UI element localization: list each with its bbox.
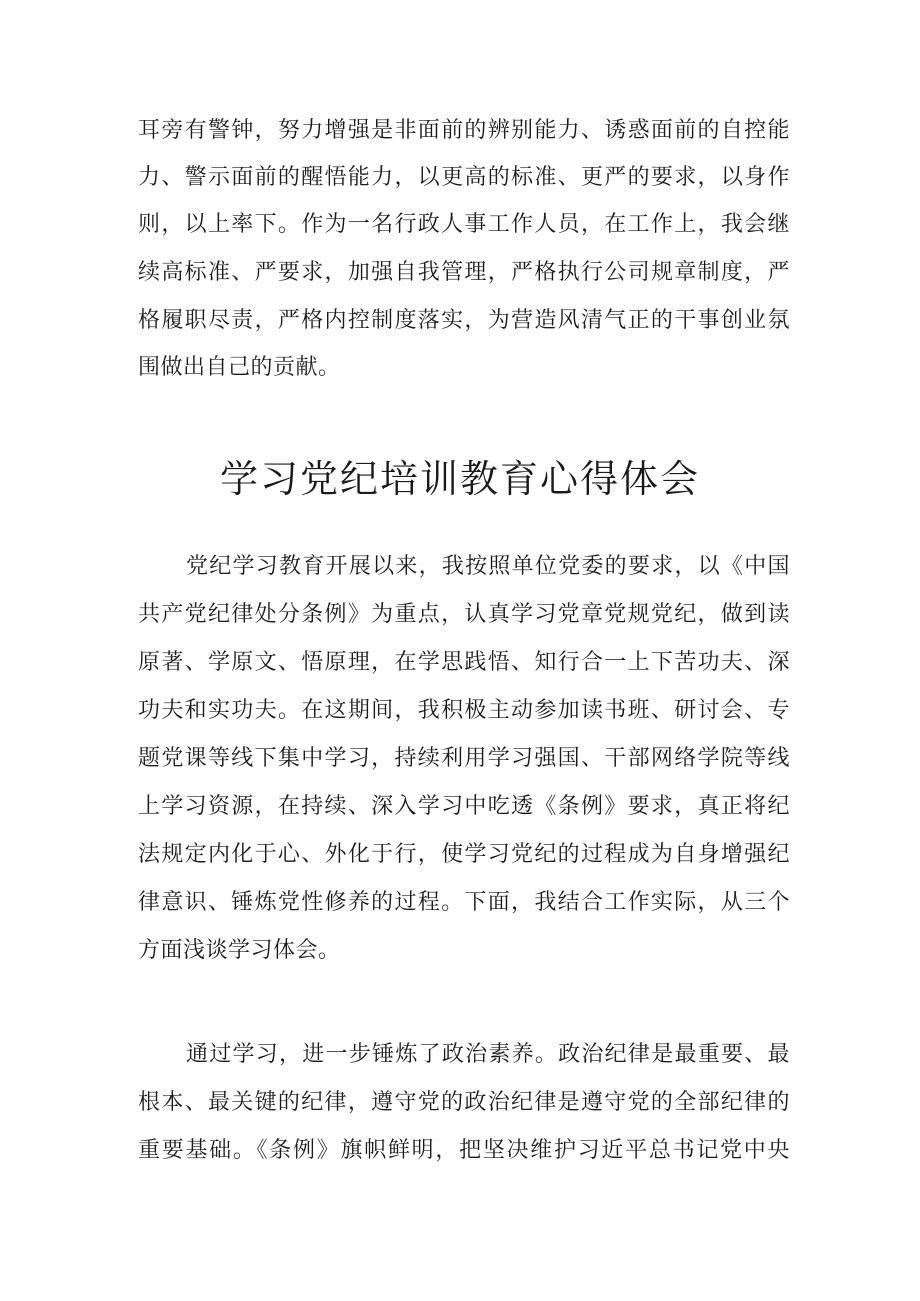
text-line: 党纪学习教育开展以来，我按照单位党委的要求，以《中国 [186, 554, 790, 579]
text-line: 上学习资源，在持续、深入学习中吃透《条例》要求，真正将纪 [138, 794, 790, 819]
text-line: 续高标准、严要求，加强自我管理，严格执行公司规章制度，严 [138, 260, 790, 285]
text-line: 则，以上率下。作为一名行政人事工作人员，在工作上，我会继 [138, 212, 790, 237]
text-line: 力、警示面前的醒悟能力，以更高的标准、更严的要求，以身作 [138, 165, 790, 190]
text-line: 共产党纪律处分条例》为重点，认真学习党章党规党纪，做到读 [138, 602, 790, 627]
text-line: 根本、最关键的纪律，遵守党的政治纪律是遵守党的全部纪律的 [138, 1090, 790, 1115]
document-title: 学习党纪培训教育心得体会 [219, 457, 700, 501]
text-line: 律意识、锤炼党性修养的过程。下面，我结合工作实际，从三个 [138, 890, 790, 915]
text-line: 题党课等线下集中学习，持续利用学习强国、干部网络学院等线 [138, 746, 790, 771]
text-line: 法规定内化于心、外化于行，使学习党纪的过程成为自身增强纪 [138, 842, 790, 867]
text-line: 格履职尽责，严格内控制度落实，为营造风清气正的干事创业氛 [138, 308, 790, 333]
text-line: 功夫和实功夫。在这期间，我积极主动参加读书班、研讨会、专 [138, 698, 790, 723]
text-line: 重要基础。《条例》旗帜鲜明，把坚决维护习近平总书记党中央 [138, 1138, 790, 1163]
text-line: 方面浅谈学习体会。 [138, 938, 341, 963]
text-line: 通过学习，进一步锤炼了政治素养。政治纪律是最重要、最 [186, 1042, 790, 1067]
text-line: 耳旁有警钟，努力增强是非面前的辨别能力、诱惑面前的自控能 [138, 118, 790, 143]
text-line: 原著、学原文、悟原理，在学思践悟、知行合一上下苦功夫、深 [138, 650, 790, 675]
text-line: 围做出自己的贡献。 [138, 355, 341, 380]
